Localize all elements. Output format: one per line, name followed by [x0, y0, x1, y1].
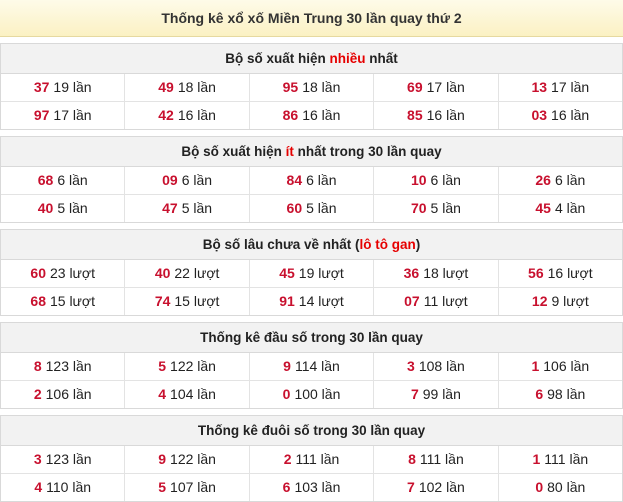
stat-number: 95	[282, 79, 299, 95]
stat-number: 13	[531, 79, 548, 95]
stat-cell	[125, 381, 249, 408]
stat-count: 5 lần	[306, 200, 337, 216]
stat-count: 111 lần	[544, 451, 589, 467]
stat-count: 122 lần	[170, 451, 216, 467]
stat-count: 22 lượt	[174, 265, 220, 281]
section-header-highlight: ít	[285, 144, 294, 159]
stat-count: 108 lần	[418, 358, 465, 374]
stat-number: 7	[407, 479, 415, 495]
stat-cell	[1, 195, 125, 222]
stat-number: 42	[158, 107, 174, 123]
table-row	[1, 474, 622, 501]
stat-cell	[250, 102, 374, 129]
stat-number: 10	[410, 172, 427, 188]
stat-count: 5 lần	[57, 200, 88, 216]
stat-cell	[499, 288, 622, 315]
stat-count: 18 lượt	[423, 265, 469, 281]
stat-number: 09	[162, 172, 178, 188]
stat-count: 4 lần	[554, 200, 586, 216]
section-tail	[0, 415, 623, 502]
stat-count: 11 lượt	[423, 293, 468, 309]
stat-count: 104 lần	[170, 386, 216, 402]
stat-count: 17 lần	[551, 79, 590, 95]
stat-count: 106 lần	[45, 386, 92, 402]
stat-cell	[125, 74, 249, 101]
stat-number: 45	[535, 200, 551, 216]
section-header	[1, 137, 622, 167]
table-row	[1, 167, 622, 195]
stat-cell	[125, 195, 249, 222]
stat-cell	[374, 102, 498, 129]
stat-cell	[1, 167, 125, 194]
stat-number: 5	[158, 479, 167, 495]
stat-count: 17 lần	[426, 79, 465, 95]
stat-count: 19 lượt	[298, 265, 344, 281]
table-row	[1, 353, 622, 381]
stat-count: 5 lần	[181, 200, 213, 216]
stat-cell	[1, 260, 125, 287]
stat-count: 110 lần	[46, 479, 92, 495]
section-header	[1, 323, 622, 353]
stat-number: 03	[531, 107, 548, 123]
stat-number: 60	[30, 265, 46, 281]
stat-cell	[499, 102, 622, 129]
stat-number: 1	[532, 451, 541, 467]
stat-cell	[499, 353, 622, 380]
stat-cell	[374, 446, 498, 473]
stat-cell	[125, 260, 249, 287]
section-header-text: Bộ số xuất hiện	[225, 51, 330, 66]
section-header	[1, 44, 622, 74]
stat-number: 40	[154, 265, 171, 281]
stat-number: 4	[158, 386, 167, 402]
stat-number: 69	[407, 79, 423, 95]
section-header-text: Bộ số lâu chưa về nhất (	[202, 237, 360, 252]
stat-cell	[374, 353, 498, 380]
table-row	[1, 381, 622, 408]
stat-number: 7	[410, 386, 419, 402]
table-row	[1, 288, 622, 315]
stat-count: 114 lần	[294, 358, 340, 374]
stat-number: 8	[33, 358, 42, 374]
stat-count: 16 lần	[551, 107, 590, 123]
section-header-text: )	[415, 237, 421, 252]
stat-number: 56	[528, 265, 544, 281]
stat-number: 97	[33, 107, 50, 123]
stat-count: 107 lần	[170, 479, 216, 495]
stat-cell	[499, 260, 622, 287]
stat-cell	[499, 195, 622, 222]
stat-count: 14 lượt	[298, 293, 344, 309]
stat-cell	[499, 446, 622, 473]
section-header-highlight: nhiều	[329, 51, 366, 66]
stat-cell	[250, 288, 374, 315]
stat-cell	[125, 288, 249, 315]
stat-cell	[374, 474, 498, 501]
stat-number: 91	[279, 293, 295, 309]
table-row	[1, 195, 622, 222]
section-gan	[0, 229, 623, 316]
stat-cell	[1, 353, 125, 380]
stat-cell	[125, 353, 249, 380]
stat-number: 8	[408, 451, 416, 467]
stat-count: 16 lần	[426, 107, 465, 123]
stat-cell	[499, 474, 622, 501]
stat-cell	[1, 381, 125, 408]
stat-cell	[374, 167, 498, 194]
stat-cell	[374, 74, 498, 101]
stat-number: 84	[286, 172, 303, 188]
stat-cell	[250, 260, 374, 287]
table-row	[1, 260, 622, 288]
stat-number: 5	[158, 358, 167, 374]
stat-number: 40	[37, 200, 54, 216]
stat-number: 26	[535, 172, 551, 188]
stat-count: 111 lần	[419, 451, 464, 467]
stat-count: 122 lần	[170, 358, 216, 374]
stat-cell	[374, 260, 498, 287]
stat-number: 49	[158, 79, 174, 95]
stat-count: 6 lần	[181, 172, 213, 188]
stat-count: 100 lần	[294, 386, 341, 402]
stat-count: 102 lần	[418, 479, 465, 495]
stat-cell	[1, 102, 125, 129]
stat-number: 9	[158, 451, 167, 467]
stat-count: 23 lượt	[49, 265, 95, 281]
stat-count: 123 lần	[45, 358, 92, 374]
stat-number: 68	[30, 293, 46, 309]
stat-number: 45	[279, 265, 295, 281]
stat-cell	[499, 167, 622, 194]
stat-cell	[250, 474, 374, 501]
stat-number: 74	[154, 293, 171, 309]
stat-cell	[499, 381, 622, 408]
stat-number: 6	[535, 386, 544, 402]
stat-cell	[374, 195, 498, 222]
stat-number: 37	[33, 79, 50, 95]
page-title: Thống kê xổ xố Miền Trung 30 lần quay thứ 2	[0, 0, 623, 37]
stat-cell	[374, 288, 498, 315]
section-header-text: nhất trong 30 lần quay	[293, 144, 442, 159]
table-row	[1, 102, 622, 129]
stat-cell	[250, 381, 374, 408]
stat-count: 103 lần	[294, 479, 341, 495]
stat-cell	[250, 167, 374, 194]
section-head	[0, 322, 623, 409]
stat-cell	[250, 195, 374, 222]
stat-cell	[125, 167, 249, 194]
stat-count: 15 lượt	[49, 293, 95, 309]
section-header-highlight: lô tô gan	[359, 237, 416, 252]
stat-cell	[374, 381, 498, 408]
stat-count: 106 lần	[543, 358, 590, 374]
stat-count: 123 lần	[45, 451, 92, 467]
stat-count: 16 lần	[302, 107, 341, 123]
sections-container	[0, 43, 623, 502]
stat-count: 98 lần	[547, 386, 586, 402]
stat-number: 2	[33, 386, 42, 402]
stat-number: 12	[531, 293, 548, 309]
stat-count: 111 lần	[295, 451, 340, 467]
stat-count: 6 lần	[554, 172, 586, 188]
stat-count: 17 lần	[53, 107, 92, 123]
section-header-text: Thống kê đuôi số trong 30 lần quay	[197, 423, 426, 438]
section-header	[1, 416, 622, 446]
stat-number: 70	[410, 200, 427, 216]
stat-count: 99 lần	[422, 386, 461, 402]
stat-count: 16 lần	[177, 107, 216, 123]
stat-number: 47	[162, 200, 178, 216]
stat-count: 19 lần	[53, 79, 92, 95]
stat-cell	[1, 474, 125, 501]
stat-number: 60	[286, 200, 303, 216]
section-header-text: nhất	[365, 51, 398, 66]
stat-number: 86	[282, 107, 299, 123]
stat-count: 18 lần	[177, 79, 216, 95]
stat-count: 6 lần	[57, 172, 88, 188]
section-least	[0, 136, 623, 223]
section-header	[1, 230, 622, 260]
stat-count: 18 lần	[302, 79, 341, 95]
stat-number: 2	[283, 451, 292, 467]
table-row	[1, 446, 622, 474]
stat-number: 85	[407, 107, 423, 123]
stat-number: 6	[282, 479, 291, 495]
stat-number: 1	[531, 358, 540, 374]
section-most	[0, 43, 623, 130]
stat-cell	[1, 74, 125, 101]
stat-number: 0	[535, 479, 544, 495]
section-header-text: Thống kê đầu số trong 30 lần quay	[200, 330, 423, 345]
stat-number: 3	[407, 358, 415, 374]
stat-count: 6 lần	[430, 172, 461, 188]
stat-cell	[499, 74, 622, 101]
stat-count: 80 lần	[547, 479, 586, 495]
stat-count: 15 lượt	[174, 293, 220, 309]
table-row	[1, 74, 622, 102]
stat-number: 07	[404, 293, 420, 309]
stat-cell	[250, 353, 374, 380]
stat-cell	[1, 288, 125, 315]
stat-count: 6 lần	[306, 172, 337, 188]
stat-cell	[1, 446, 125, 473]
stat-count: 5 lần	[430, 200, 461, 216]
stat-count: 16 lượt	[547, 265, 593, 281]
stat-cell	[250, 446, 374, 473]
stat-cell	[250, 74, 374, 101]
stat-number: 68	[37, 172, 54, 188]
stat-count: 9 lượt	[551, 293, 589, 309]
stat-number: 36	[403, 265, 420, 281]
stat-number: 3	[33, 451, 42, 467]
stat-cell	[125, 446, 249, 473]
stat-cell	[125, 102, 249, 129]
stat-number: 9	[283, 358, 291, 374]
stat-cell	[125, 474, 249, 501]
section-header-text: Bộ số xuất hiện	[181, 144, 286, 159]
stat-number: 4	[34, 479, 43, 495]
stat-number: 0	[282, 386, 291, 402]
